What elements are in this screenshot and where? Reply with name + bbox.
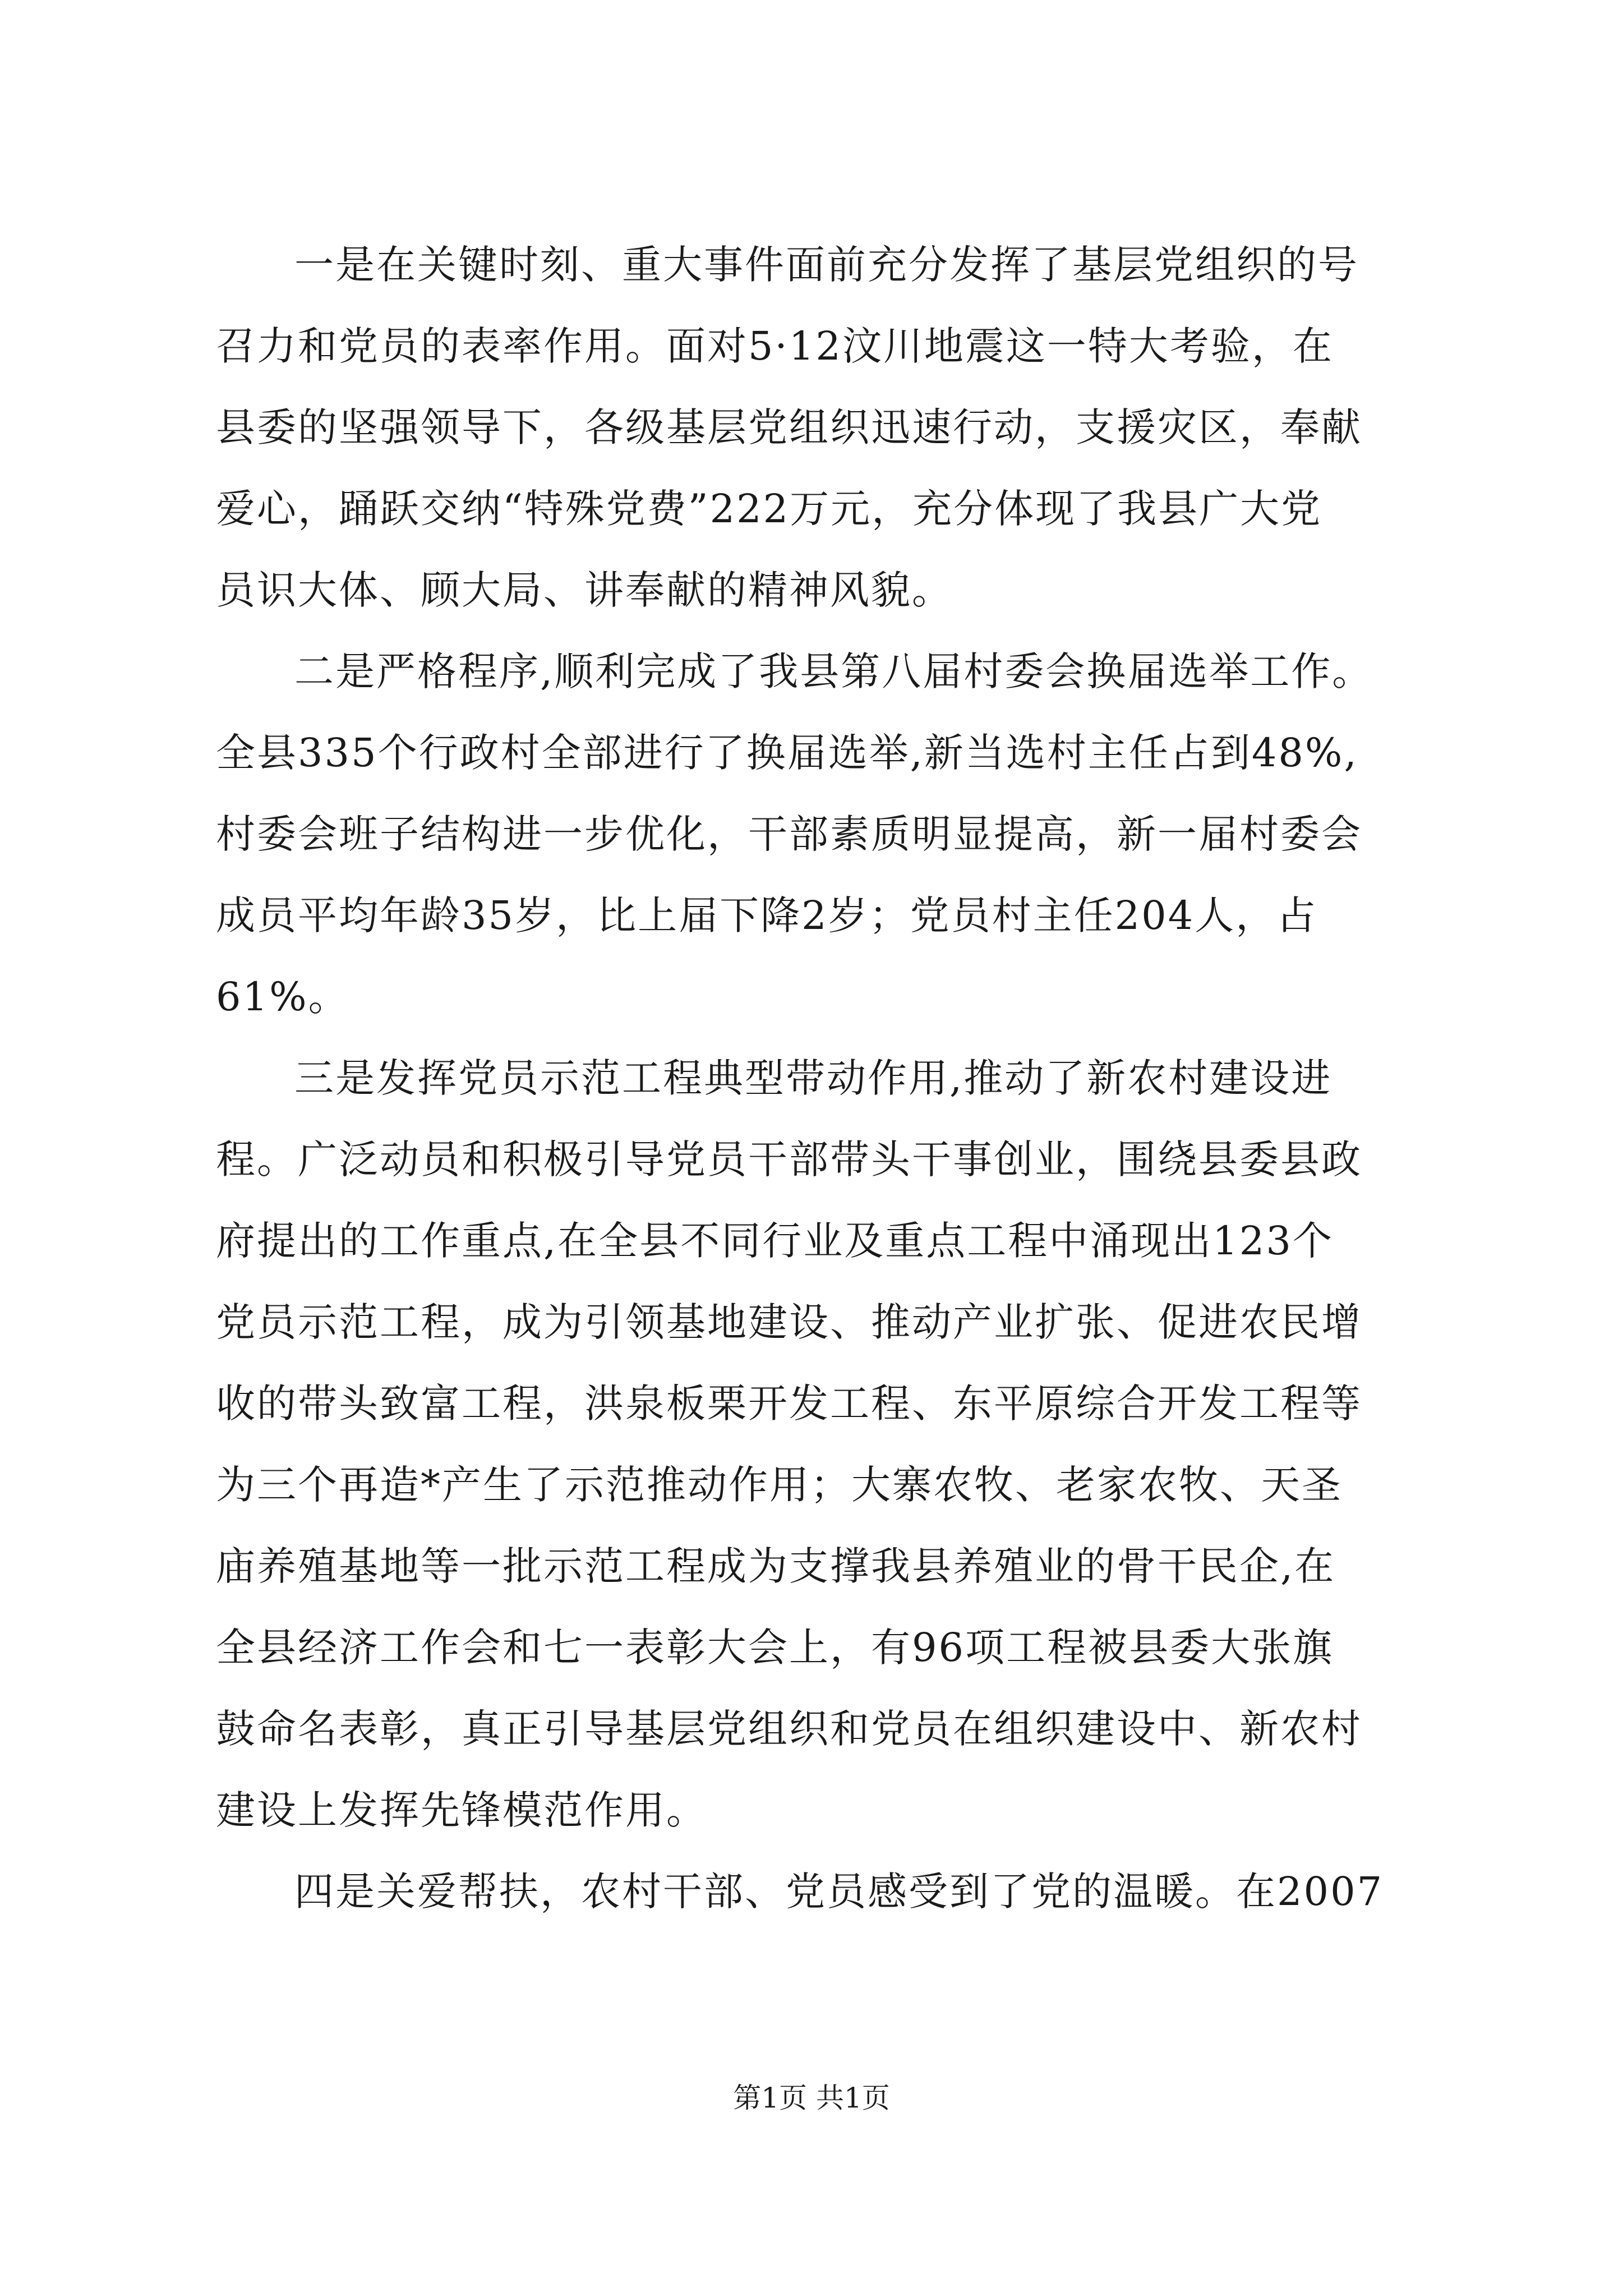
- paragraph-3-line-10: 建设上发挥先锋模范作用。: [216, 1787, 707, 1833]
- paragraph-2-line-4: 成员平均年龄35岁，比上届下降2岁；党员村主任204人，占: [216, 892, 1318, 938]
- paragraph-3-line-3: 府提出的工作重点,在全县不同行业及重点工程中涌现出123个: [216, 1218, 1334, 1264]
- paragraph-1-line-3: 县委的坚强领导下，各级基层党组织迅速行动，支援灾区，奉献: [216, 404, 1362, 450]
- paragraph-3-line-5: 收的带头致富工程，洪泉板栗开发工程、东平原综合开发工程等: [216, 1381, 1362, 1427]
- paragraph-1-line-1: 一是在关键时刻、重大事件面前充分发挥了基层党组织的号: [294, 242, 1359, 288]
- paragraph-1-line-5: 员识大体、顾大局、讲奉献的精神风貌。: [216, 567, 953, 613]
- paragraph-3-line-4: 党员示范工程，成为引领基地建设、推动产业扩张、促进农民增: [216, 1299, 1362, 1345]
- paragraph-2-line-3: 村委会班子结构进一步优化，干部素质明显提高，新一届村委会: [216, 811, 1362, 857]
- paragraph-4-line-1: 四是关爱帮扶，农村干部、党员感受到了党的温暖。在2007: [294, 1869, 1384, 1915]
- paragraph-1-line-4: 爱心，踊跃交纳“特殊党费”222万元，充分体现了我县广大党: [216, 486, 1322, 532]
- paragraph-3-line-2: 程。广泛动员和积极引导党员干部带头干事创业，围绕县委县政: [216, 1137, 1362, 1182]
- paragraph-3-line-8: 全县经济工作会和七一表彰大会上，有96项工程被县委大张旗: [216, 1625, 1334, 1671]
- document-body: [216, 224, 1413, 1932]
- paragraph-3-line-9: 鼓命名表彰，真正引导基层党组织和党员在组织建设中、新农村: [216, 1706, 1362, 1752]
- paragraph-3-line-6: 为三个再造*产生了示范推动作用；大寨农牧、老家农牧、天圣: [216, 1462, 1343, 1508]
- paragraph-2-line-5: 61%。: [216, 974, 349, 1020]
- page-footer: 第1页 共1页: [733, 2082, 890, 2114]
- paragraph-1-line-2: 召力和党员的表率作用。面对5·12汶川地震这一特大考验，在: [216, 323, 1334, 369]
- paragraph-2-line-1: 二是严格程序,顺利完成了我县第八届村委会换届选举工作。: [294, 648, 1373, 694]
- paragraph-2-line-2: 全县335个行政村全部进行了换届选举,新当选村主任占到48%,: [216, 730, 1358, 776]
- paragraph-3-line-7: 庙养殖基地等一批示范工程成为支撑我县养殖业的骨干民企,在: [216, 1543, 1336, 1589]
- paragraph-3-line-1: 三是发挥党员示范工程典型带动作用,推动了新农村建设进: [294, 1055, 1332, 1101]
